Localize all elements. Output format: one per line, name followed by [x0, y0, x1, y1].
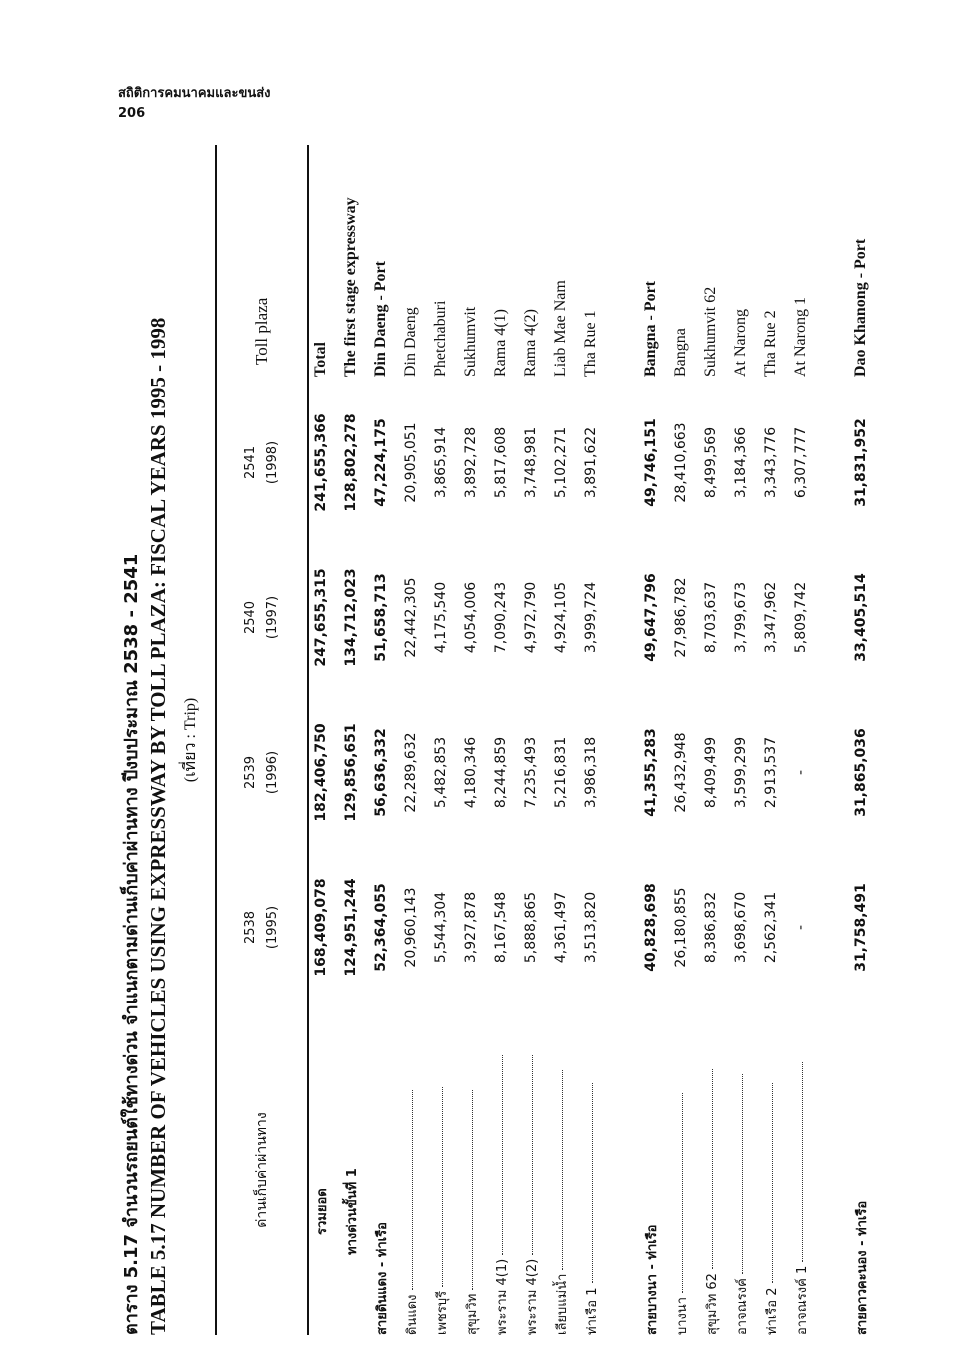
cell-value: 49,647,796: [643, 573, 659, 662]
cell-value: 6,307,777: [793, 426, 809, 499]
cell-value: 5,888,865: [523, 891, 539, 964]
row-label-english: Rama 4(2): [522, 309, 539, 377]
row-label-english: Dao Khanong - Port: [852, 238, 869, 377]
cell-value: 22,442,305: [403, 577, 419, 658]
table-row: [726, 145, 756, 1335]
table-title-english: TABLE 5.17 NUMBER OF VEHICLES USING EXPRESSWAY BY TOLL PLAZA: FISCAL YEARS 1995 - 1998: [146, 317, 170, 1335]
table-row: [696, 145, 726, 1335]
top-rule: [215, 145, 217, 1335]
cell-value: 134,712,023: [343, 568, 359, 667]
unit-label: (เที่ยว : Trip): [182, 697, 199, 783]
row-label-english: Din Daeng - Port: [372, 261, 389, 377]
rotated-table-page: [112, 145, 912, 1335]
row-label-english: The first stage expressway: [342, 197, 359, 377]
cell-value: 3,927,878: [463, 891, 479, 964]
row-label-thai: รวมยอด: [314, 1188, 330, 1235]
cell-value: 3,698,670: [733, 891, 749, 964]
cell-value: 8,386,832: [703, 891, 719, 964]
cell-value: 2,562,341: [763, 891, 779, 964]
row-label-english: Bangna - Port: [642, 281, 659, 377]
cell-value: 168,409,078: [313, 878, 329, 977]
row-label-english: Tha Rue 1: [582, 310, 599, 377]
cell-value: 3,347,962: [763, 581, 779, 654]
page-header: [118, 84, 271, 124]
cell-value: 3,892,728: [463, 426, 479, 499]
cell-value: 28,410,663: [673, 422, 689, 503]
cell-value: 129,856,651: [343, 723, 359, 822]
cell-value: 8,244,859: [493, 736, 509, 809]
row-label-english: Rama 4(1): [492, 309, 509, 377]
cell-value: 124,951,244: [343, 878, 359, 977]
row-label-english: Sukhumvit 62: [702, 286, 719, 377]
cell-value: 3,184,366: [733, 426, 749, 499]
table-row: [636, 145, 666, 1335]
cell-value: 3,799,673: [733, 581, 749, 654]
cell-value: 51,658,713: [373, 573, 389, 662]
row-label-english: Phetchaburi: [432, 300, 449, 377]
row-label-thai: สุขุมวิท 62: [696, 1005, 726, 1335]
col-header-year: 2540 (1997): [243, 595, 280, 640]
cell-value: 5,817,608: [493, 426, 509, 499]
row-label-thai: อาจณรงค์ 1: [786, 1005, 816, 1335]
cell-value: 31,831,952: [853, 418, 869, 507]
row-label-thai: สายดินแดง - ท่าเรือ: [374, 1222, 390, 1335]
cell-value: 4,180,346: [463, 736, 479, 809]
table-row: [786, 145, 816, 1335]
row-label-english: Sukhumvit: [462, 306, 479, 377]
cell-value: 31,758,491: [853, 883, 869, 972]
cell-value: 241,655,366: [313, 413, 329, 512]
publication-title: สถิติการคมนาคมและขนส่ง: [118, 86, 271, 101]
cell-value: 247,655,315: [313, 568, 329, 667]
table-row: [546, 145, 576, 1335]
cell-value: 5,102,271: [553, 426, 569, 499]
cell-value: 3,865,914: [433, 426, 449, 499]
cell-value: 8,409,499: [703, 736, 719, 809]
col-header-year: 2538 (1995): [243, 905, 280, 950]
table-row: [756, 145, 786, 1335]
row-label-english: Bangna: [672, 328, 689, 377]
toll-plaza-table: [218, 145, 876, 1335]
table-row: [366, 145, 396, 1335]
row-label-thai: สายบางนา - ท่าเรือ: [644, 1224, 660, 1335]
row-label-thai: สุขุมวิท: [456, 1005, 486, 1335]
col-header-english: Toll plaza: [252, 297, 271, 365]
cell-value: 3,513,820: [583, 891, 599, 964]
cell-value: 3,986,318: [583, 736, 599, 809]
row-label-english: At Narong 1: [792, 297, 809, 377]
table-body: [306, 145, 876, 1335]
spacer-row: [606, 145, 636, 1335]
cell-value: 3,343,776: [763, 426, 779, 499]
cell-value: 8,167,548: [493, 891, 509, 964]
cell-value: 3,891,622: [583, 426, 599, 499]
table-row: [666, 145, 696, 1335]
cell-value: 56,636,332: [373, 728, 389, 817]
cell-value: 40,828,698: [643, 883, 659, 972]
cell-value: 4,054,006: [463, 581, 479, 654]
row-label-english: Tha Rue 2: [762, 310, 779, 377]
row-label-english: Liab Mae Nam: [552, 280, 569, 377]
table-header-row: [218, 145, 306, 1335]
table-title-thai: ตาราง 5.17 จำนวนรถยนต์ใช้ทางด่วน จำแนกตามด่านเก็บค่าผ่านทาง ปีงบประมาณ 2538 - 2541: [121, 553, 142, 1335]
cell-value: 5,544,304: [433, 891, 449, 964]
row-label-thai: บางนา: [666, 1005, 696, 1335]
cell-value: 20,905,051: [403, 422, 419, 503]
row-label-english: Total: [312, 342, 329, 377]
cell-value: 2,913,537: [763, 736, 779, 809]
row-label-thai: เพชรบุรี: [426, 1005, 456, 1335]
col-header-thai: ด่านเก็บค่าผ่านทาง: [254, 1112, 270, 1228]
table-row: [486, 145, 516, 1335]
cell-value: 4,175,540: [433, 581, 449, 654]
cell-value: 20,960,143: [403, 887, 419, 968]
cell-value: 3,748,981: [523, 426, 539, 499]
table-row: [516, 145, 546, 1335]
col-header-year: 2539 (1996): [243, 750, 280, 795]
row-label-thai: อาจณรงค์: [726, 1005, 756, 1335]
cell-value: 3,599,299: [733, 736, 749, 809]
table-row: [456, 145, 486, 1335]
cell-value: 4,924,105: [553, 581, 569, 654]
row-label-thai: ท่าเรือ 2: [756, 1005, 786, 1335]
table-row: [846, 145, 876, 1335]
cell-value: 49,746,151: [643, 418, 659, 507]
cell-value: 47,224,175: [373, 418, 389, 507]
cell-value: 7,090,243: [493, 581, 509, 654]
cell-value: 31,865,036: [853, 728, 869, 817]
cell-value: 3,999,724: [583, 581, 599, 654]
row-label-thai: พระราม 4(1): [486, 1005, 516, 1335]
cell-value: -: [793, 924, 809, 931]
cell-value: 26,432,948: [673, 732, 689, 813]
row-label-thai: ทางด่วนขั้นที่ 1: [344, 1168, 360, 1255]
cell-value: 8,703,637: [703, 581, 719, 654]
cell-value: 128,802,278: [343, 413, 359, 512]
cell-value: 22,289,632: [403, 732, 419, 813]
table-row: [576, 145, 606, 1335]
row-label-thai: เลียบแม่น้ำ: [546, 1005, 576, 1335]
cell-value: 5,216,831: [553, 736, 569, 809]
row-label-english: At Narong: [732, 309, 749, 377]
row-label-thai: ท่าเรือ 1: [576, 1005, 606, 1335]
cell-value: 26,180,855: [673, 887, 689, 968]
cell-value: 52,364,055: [373, 883, 389, 972]
row-label-thai: พระราม 4(2): [516, 1005, 546, 1335]
col-header-year: 2541 (1998): [243, 440, 280, 485]
cell-value: 182,406,750: [313, 723, 329, 822]
cell-value: 7,235,493: [523, 736, 539, 809]
cell-value: 4,361,497: [553, 891, 569, 964]
cell-value: 4,972,790: [523, 581, 539, 654]
cell-value: 5,482,853: [433, 736, 449, 809]
cell-value: 41,355,283: [643, 728, 659, 817]
table-row: [336, 145, 366, 1335]
table-row: [306, 145, 336, 1335]
row-label-english: Din Daeng: [402, 307, 419, 377]
table-row: [426, 145, 456, 1335]
spacer-row: [816, 145, 846, 1335]
cell-value: 8,499,569: [703, 426, 719, 499]
page-number: 206: [118, 106, 146, 121]
cell-value: -: [793, 769, 809, 776]
cell-value: 27,986,782: [673, 577, 689, 658]
cell-value: 5,809,742: [793, 581, 809, 654]
cell-value: 33,405,514: [853, 573, 869, 662]
row-label-thai: ดินแดง: [396, 1005, 426, 1335]
table-row: [396, 145, 426, 1335]
row-label-thai: สายดาวคะนอง - ท่าเรือ: [854, 1200, 870, 1335]
